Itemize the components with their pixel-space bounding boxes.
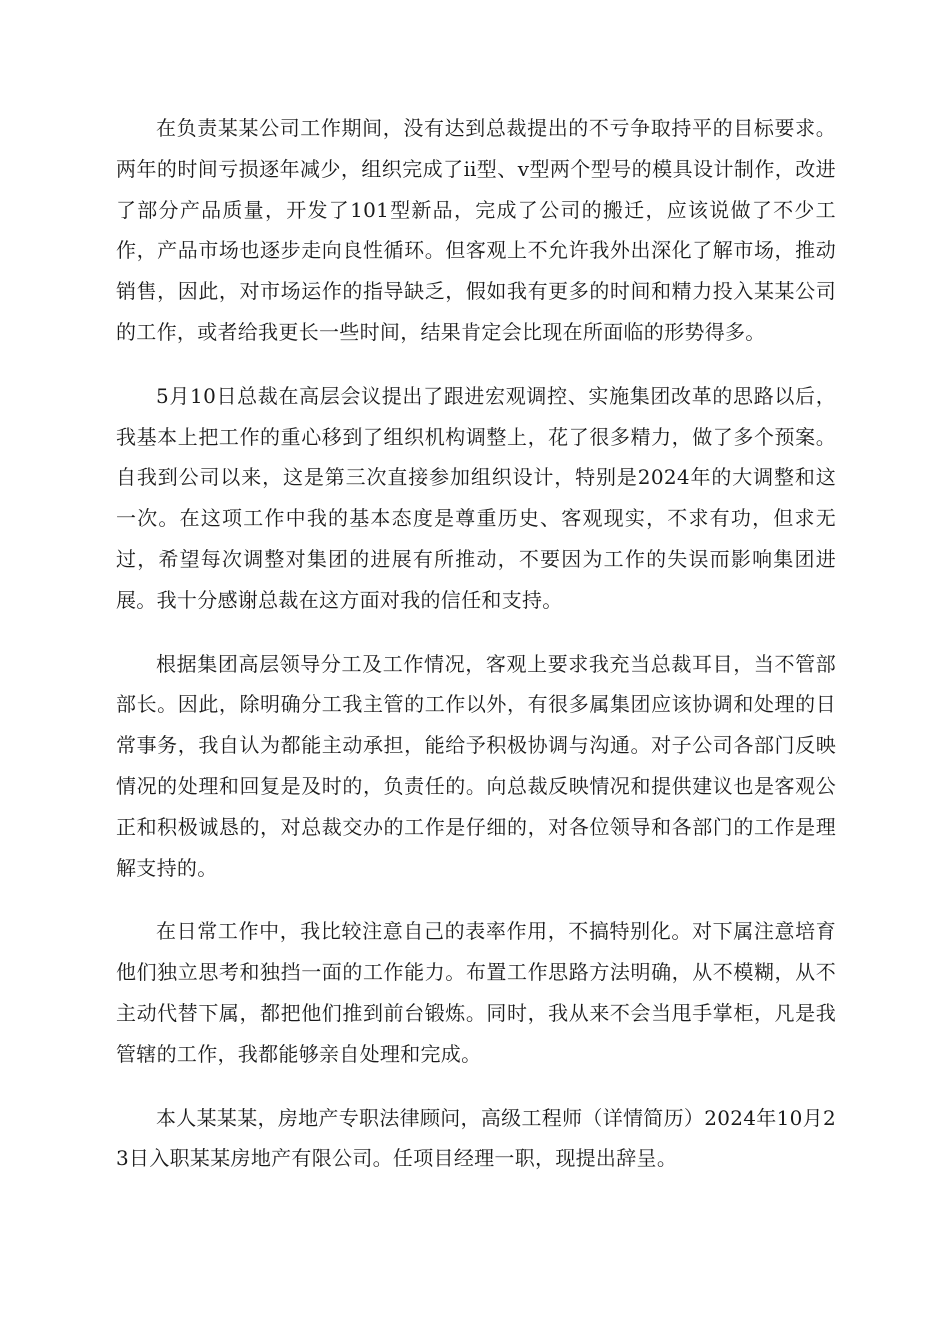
document-body	[116, 108, 836, 1202]
paragraph-2: 5月10日总裁在高层会议提出了跟进宏观调控、实施集团改革的思路以后，我基本上把工作的重心移到了组织机构调整上，花了很多精力，做了多个预案。自我到公司以来，这是第三次直接参加组织设计，特别是2024年的大调整和这一次。在这项工作中我的基本态度是尊重历史、客观现实，不求有功，但求无过，希望每次调整对集团的进展有所推动，不要因为工作的失误而影响集团进展。我十分感谢总裁在这方面对我的信任和支持。	[116, 383, 836, 612]
paragraph-5: 本人某某某，房地产专职法律顾问，高级工程师（详情简历）2024年10月23日入职某某房地产有限公司。任项目经理一职，现提出辞呈。	[116, 1105, 836, 1171]
paragraph-4: 在日常工作中，我比较注意自己的表率作用，不搞特别化。对下属注意培育他们独立思考和独挡一面的工作能力。布置工作思路方法明确，从不模糊，从不主动代替下属，都把他们推到前台锻炼。同时，我从来不会当甩手掌柜，凡是我管辖的工作，我都能够亲自处理和完成。	[116, 919, 836, 1066]
paragraph-1: 在负责某某公司工作期间，没有达到总裁提出的不亏争取持平的目标要求。两年的时间亏损逐年减少，组织完成了ⅱ型、ⅴ型两个型号的模具设计制作，改进了部分产品质量，开发了101型新品，完成了公司的搬迁，应该说做了不少工作，产品市场也逐步走向良性循环。但客观上不允许我外出深化了解市场，推动销售，因此，对市场运作的指导缺乏，假如我有更多的时间和精力投入某某公司的工作，或者给我更长一些时间，结果肯定会比现在所面临的形势得多。	[116, 116, 836, 344]
paragraph-3: 根据集团高层领导分工及工作情况，客观上要求我充当总裁耳目，当不管部部长。因此，除明确分工我主管的工作以外，有很多属集团应该协调和处理的日常事务，我自认为都能主动承担，能给予积极协调与沟通。对子公司各部门反映情况的处理和回复是及时的，负责任的。向总裁反映情况和提供建议也是客观公正和积极诚恳的，对总裁交办的工作是仔细的，对各位领导和各部门的工作是理解支持的。	[116, 651, 836, 880]
